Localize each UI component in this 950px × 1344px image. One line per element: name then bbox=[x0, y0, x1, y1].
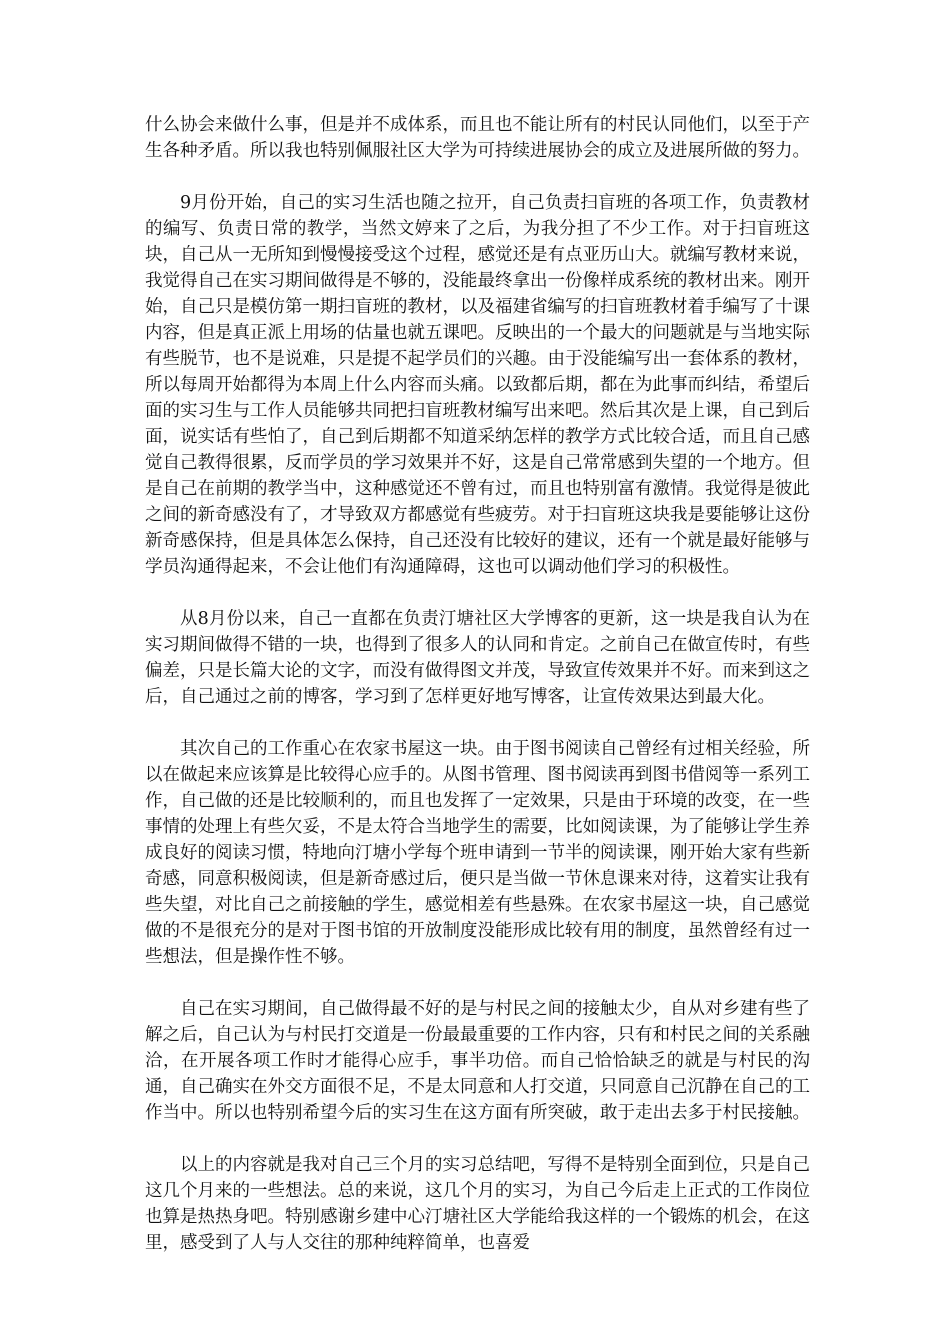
paragraph-continued: 什么协会来做什么事，但是并不成体系，而且也不能让所有的村民认同他们，以至于产生各种矛盾。所以我也特别佩服社区大学为可持续进展协会的成立及进展所做的努力。 bbox=[145, 115, 810, 161]
paragraph-summary: 以上的内容就是我对自己三个月的实习总结吧，写得不是特别全面到位，只是自己这几个月来的一些想法。总的来说，这几个月的实习，为自己今后走上正式的工作岗位也算是热热身吧。特别感谢乡建中心汀塘社区大学能给我这样的一个锻炼的机会，在这里，感受到了人与人交往的那种纯粹简单，也喜爱 bbox=[145, 1155, 810, 1253]
paragraph-villagers: 自己在实习期间，自己做得最不好的是与村民之间的接触太少，自从对乡建有些了解之后，自己认为与村民打交道是一份最最重要的工作内容，只有和村民之间的关系融洽，在开展各项工作时才能得心应手，事半功倍。而自己恰恰缺乏的就是与村民的沟通，自己确实在外交方面很不足，不是太同意和人打交道，只同意自己沉静在自己的工作当中。所以也特别希望今后的实习生在这方面有所突破，敢于走出去多于村民接触。 bbox=[145, 999, 810, 1123]
paragraph-literacy-class: 9月份开始，自己的实习生活也随之拉开，自己负责扫盲班的各项工作，负责教材的编写、负责日常的教学，当然文婷来了之后，为我分担了不少工作。对于扫盲班这块，自己从一无所知到慢慢接受这个过程，感觉还是有点亚历山大。就编写教材来说，我觉得自己在实习期间做得是不够的，没能最终拿出一份像样成系统的教材出来。刚开始，自己只是模仿第一期扫盲班的教材，以及福建省编写的扫盲班教材着手编写了十课内容，但是真正派上用场的估量也就五课吧。反映出的一个最大的问题就是与当地实际有些脱节，也不是说难，只是提不起学员们的兴趣。由于没能编写出一套体系的教材，所以每周开始都得为本周上什么内容而头痛。以致都后期，都在为此事而纠结，希望后面的实习生与工作人员能够共同把扫盲班教材编写出来吧。然后其次是上课，自己到后面，说实话有些怕了，自己到后期都不知道采纳怎样的教学方式比较合适，而且自己感觉自己教得很累，反而学员的学习效果并不好，这是自己常常感到失望的一个地方。但是自己在前期的教学当中，这种感觉还不曾有过，而且也特别富有激情。我觉得是彼此之间的新奇感没有了，才导致双方都感觉有些疲劳。对于扫盲班这块我是要能够让这份新奇感保持，但是具体怎么保持，自己还没有比较好的建议，还有一个就是最好能够与学员沟通得起来，不会让他们有沟通障碍，这也可以调动他们学习的积极性。 bbox=[145, 193, 810, 577]
document-page bbox=[145, 112, 810, 1282]
paragraph-blog: 从8月份以来，自己一直都在负责汀塘社区大学博客的更新，这一块是我自认为在实习期间做得不错的一块，也得到了很多人的认同和肯定。之前自己在做宣传时，有些偏差，只是长篇大论的文字，而没有做得图文并茂，导致宣传效果并不好。而来到这之后，自己通过之前的博客，学习到了怎样更好地写博客，让宣传效果达到最大化。 bbox=[145, 609, 810, 707]
paragraph-library: 其次自己的工作重心在农家书屋这一块。由于图书阅读自己曾经有过相关经验，所以在做起来应该算是比较得心应手的。从图书管理、图书阅读再到图书借阅等一系列工作，自己做的还是比较顺利的，而且也发挥了一定效果，只是由于环境的改变，在一些事情的处理上有些欠妥，不是太符合当地学生的需要，比如阅读课，为了能够让学生养成良好的阅读习惯，特地向汀塘小学每个班申请到一节半的阅读课，刚开始大家有些新奇感，同意积极阅读，但是新奇感过后，便只是当做一节休息课来对待，这着实让我有些失望，对比自己之前接触的学生，感觉相差有些悬殊。在农家书屋这一块，自己感觉做的不是很充分的是对于图书馆的开放制度没能形成比较有用的制度，虽然曾经有过一些想法，但是操作性不够。 bbox=[145, 739, 810, 967]
